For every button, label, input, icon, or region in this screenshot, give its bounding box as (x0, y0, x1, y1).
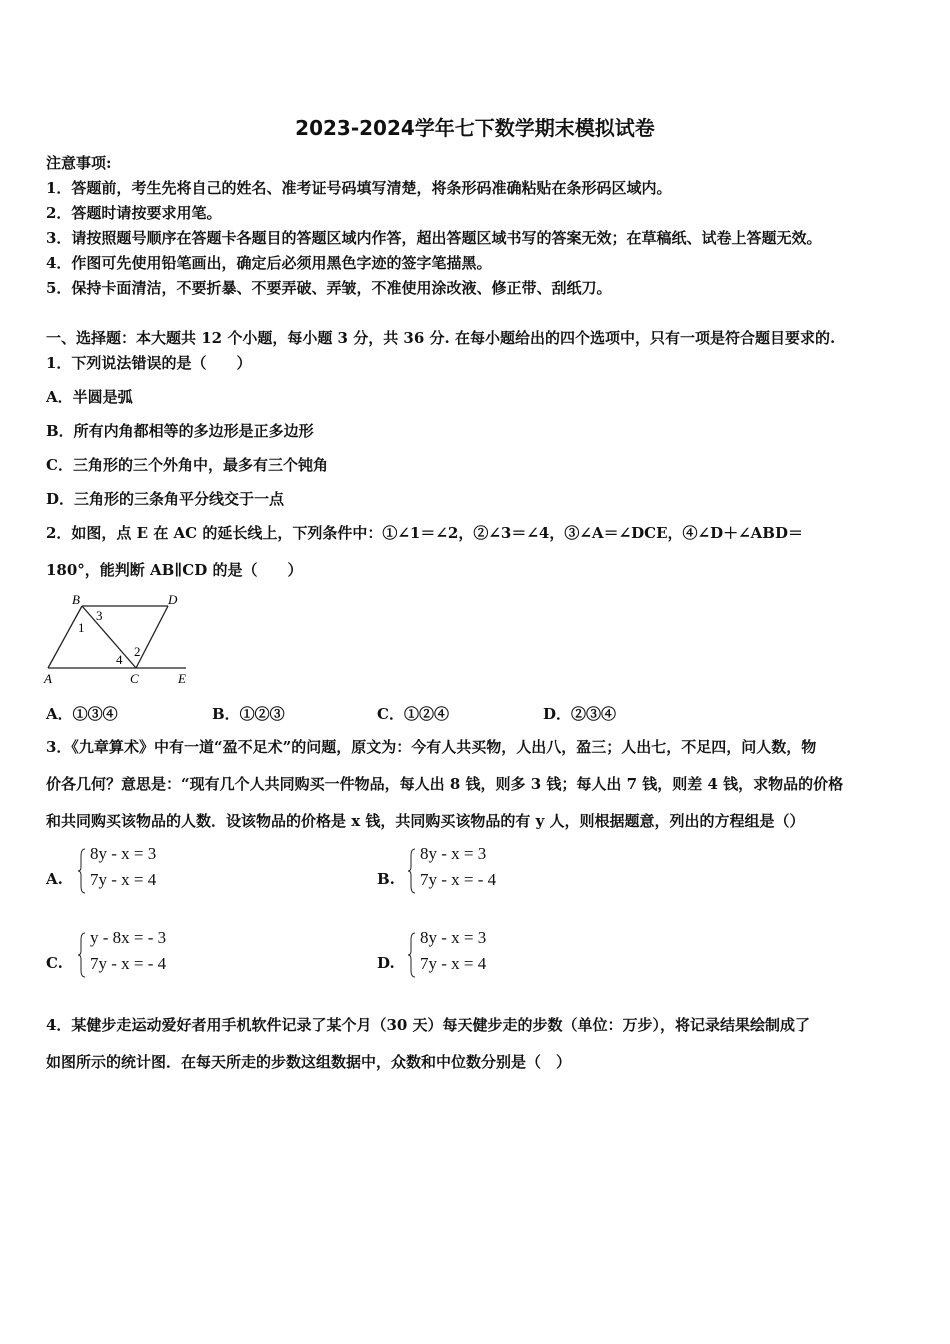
figure-line-cd (136, 606, 168, 668)
question-4-stem-line2: 如图所示的统计图．在每天所走的步数这组数据中，众数和中位数分别是（ ） (46, 1053, 572, 1071)
figure-angle-2: 2 (134, 644, 141, 659)
brace-icon (408, 932, 416, 978)
brace-icon (408, 848, 416, 894)
figure-line-ab (48, 606, 82, 668)
question-1-option-b: B．所有内角都相等的多边形是正多边形 (46, 422, 314, 440)
notice-heading: 注意事项: (46, 154, 112, 172)
question-2-stem-line2: 180°，能判断 AB∥CD 的是（ ） (46, 561, 303, 579)
equation: 7y - x = 4 (420, 954, 487, 973)
question-2-option-a: A．①③④ (46, 705, 118, 723)
equation: 8y - x = 3 (420, 844, 487, 863)
equation: 8y - x = 3 (90, 844, 157, 863)
equation: 7y - x = - 4 (90, 954, 167, 973)
page-title: 2023-2024学年七下数学期末模拟试卷 (295, 116, 655, 140)
question-3-stem-line2: 价各几何？意思是：“现有几个人共同购买一件物品，每人出 8 钱，则多 3 钱；每人出 7 钱，则差 4 钱，求物品的价格 (46, 775, 844, 793)
question-1-option-d: D．三角形的三条角平分线交于一点 (46, 490, 285, 508)
brace-icon (78, 848, 86, 894)
equation: y - 8x = - 3 (90, 928, 167, 947)
notice-item: 1．答题前，考生先将自己的姓名、准考证号码填写清楚，将条形码准确粘贴在条形码区域内。 (46, 179, 672, 197)
question-3-stem-line1: 3．《九章算术》中有一道“盈不足术”的问题，原文为：今有人共买物，人出八，盈三；人出七，不足四，问人数，物 (46, 738, 817, 756)
figure-angle-4: 4 (116, 652, 123, 667)
figure-label-b: B (72, 592, 80, 607)
figure-label-d: D (168, 592, 178, 607)
question-2-option-b: B．①②③ (212, 705, 285, 723)
question-2-stem-line1: 2．如图，点 E 在 AC 的延长线上，下列条件中：①∠1＝∠2，②∠3＝∠4，③∠A＝∠DCE，④∠D＋∠ABD＝ (46, 524, 803, 542)
figure-label-e: E (178, 671, 186, 686)
question-3-option-a-label: A. (46, 870, 63, 888)
question-3-stem-line3: 和共同购买该物品的人数．设该物品的价格是 x 钱，共同购买该物品的有 y 人，则根据题意，列出的方程组是（） (46, 812, 805, 830)
notice-item: 4．作图可先使用铅笔画出，确定后必须用黑色字迹的签字笔描黑。 (46, 254, 492, 272)
section-heading: 一、选择题：本大题共 12 个小题，每小题 3 分，共 36 分. 在每小题给出的四个选项中，只有一项是符合题目要求的. (46, 329, 836, 347)
question-3-option-d-label: D. (377, 954, 395, 972)
notice-item: 5．保持卡面清洁，不要折暴、不要弄破、弄皱，不准使用涂改液、修正带、刮纸刀。 (46, 279, 612, 297)
question-1-stem: 1．下列说法错误的是（ ） (46, 354, 252, 372)
figure-line-bc (82, 606, 136, 668)
equation: 7y - x = - 4 (420, 870, 497, 889)
question-3-option-c-label: C. (46, 954, 63, 972)
figure-label-a: A (44, 671, 52, 686)
equation: 7y - x = 4 (90, 870, 157, 889)
figure-label-c: C (130, 671, 139, 686)
question-2-figure (40, 590, 200, 690)
equation: 8y - x = 3 (420, 928, 487, 947)
question-2-option-d: D．②③④ (543, 705, 617, 723)
notice-item: 3．请按照题号顺序在答题卡各题目的答题区域内作答，超出答题区域书写的答案无效；在草稿纸、试卷上答题无效。 (46, 229, 822, 247)
brace-icon (78, 932, 86, 978)
figure-angle-3: 3 (96, 608, 103, 623)
notice-item: 2．答题时请按要求用笔。 (46, 204, 222, 222)
figure-angle-1: 1 (78, 620, 85, 635)
question-1-option-c: C．三角形的三个外角中，最多有三个钝角 (46, 456, 328, 474)
question-1-option-a: A．半圆是弧 (46, 388, 133, 406)
question-2-option-c: C．①②④ (377, 705, 449, 723)
question-3-option-b-label: B. (377, 870, 395, 888)
question-4-stem-line1: 4．某健步走运动爱好者用手机软件记录了某个月（30 天）每天健步走的步数（单位：万步），将记录结果绘制成了 (46, 1016, 811, 1034)
